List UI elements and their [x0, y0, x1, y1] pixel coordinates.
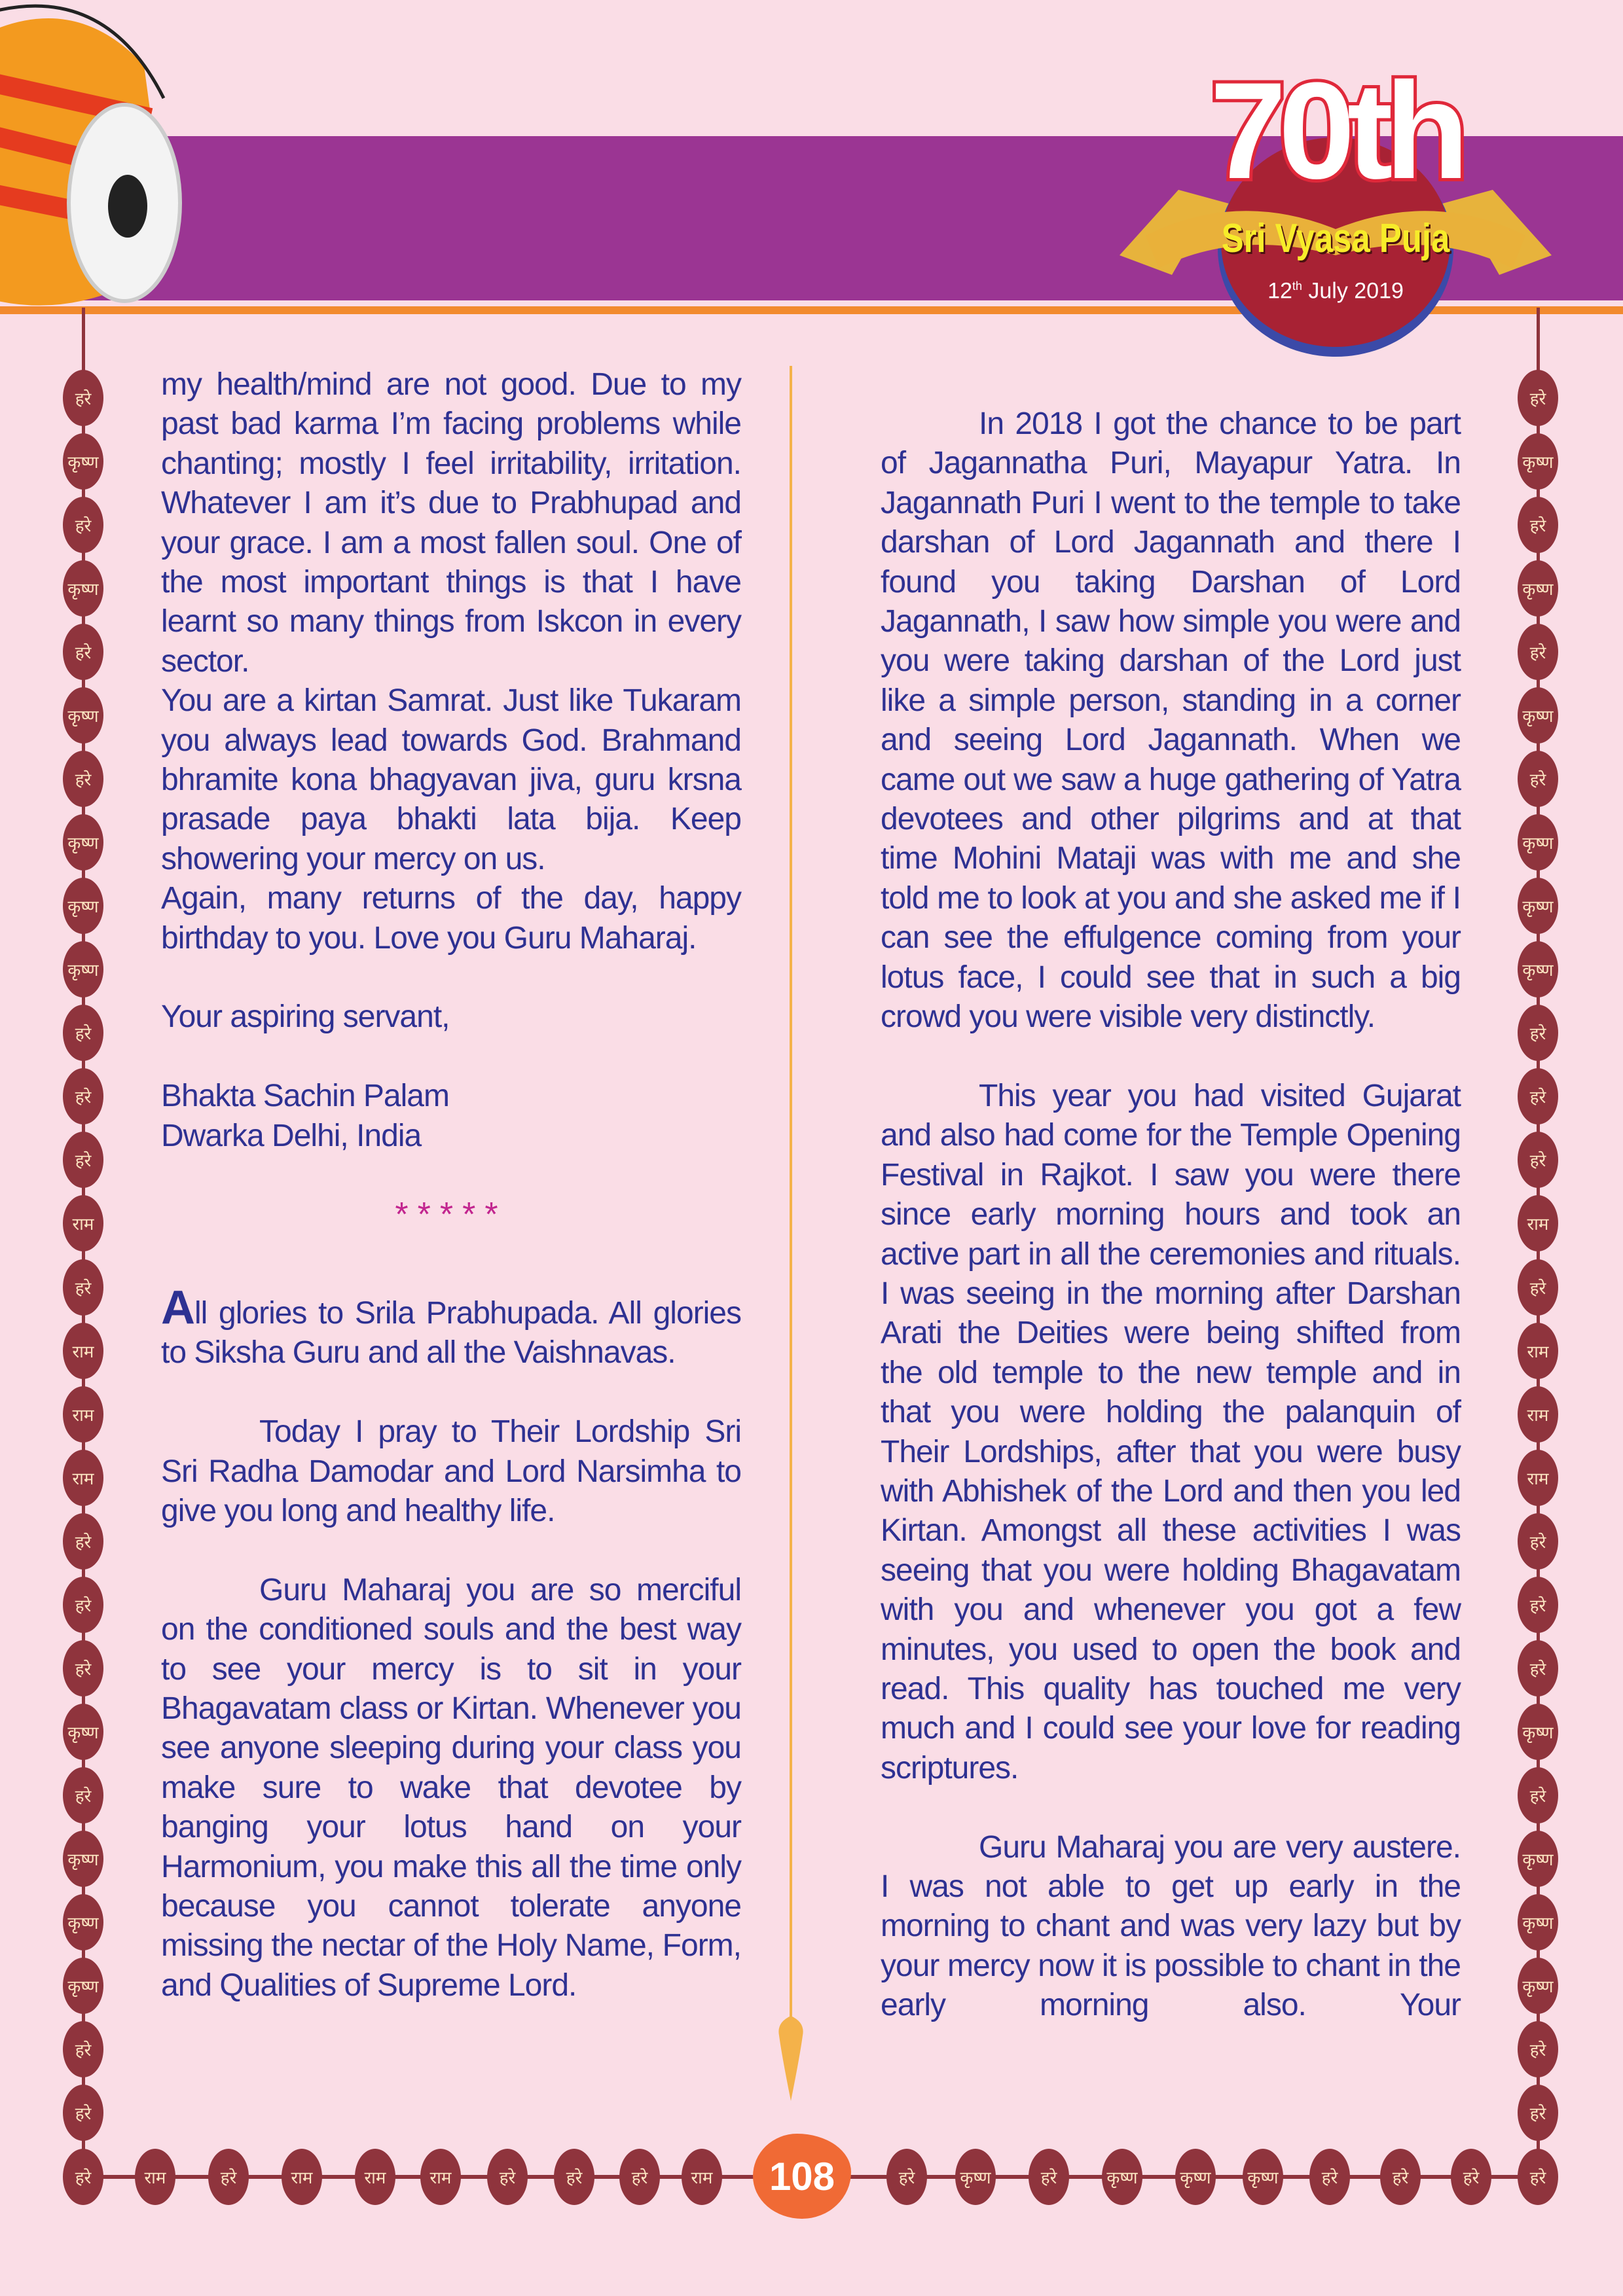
bead-bottom_right: हरे — [1451, 2149, 1491, 2205]
bead-right: हरे — [1518, 1259, 1558, 1316]
bead-right: कृष्ण — [1518, 687, 1558, 744]
left-column — [161, 365, 741, 2045]
bead-left: हरे — [63, 1005, 103, 1061]
bead-left: हरे — [63, 1640, 103, 1696]
bead-bottom_left: हरे — [554, 2149, 594, 2205]
closing: Your aspiring servant, — [161, 999, 450, 1035]
bead-right: हरे — [1518, 1513, 1558, 1570]
right-column — [881, 404, 1461, 2065]
bead-right: राम — [1518, 1195, 1558, 1251]
bead-bottom_left: हरे — [63, 2149, 103, 2205]
bead-left: हरे — [63, 1068, 103, 1124]
bead-left: हरे — [63, 1767, 103, 1823]
badge-date: 12th July 2019 — [1267, 278, 1404, 304]
bead-right: हरे — [1518, 1068, 1558, 1124]
drop-ornament-icon — [776, 2016, 805, 2101]
bead-left: हरे — [63, 1513, 103, 1570]
bead-bottom_left: हरे — [208, 2149, 249, 2205]
bead-right: हरे — [1518, 2021, 1558, 2077]
bead-right: हरे — [1518, 1767, 1558, 1823]
bead-left: हरे — [63, 370, 103, 426]
bead-left: कृष्ण — [63, 433, 103, 490]
bead-left: कृष्ण — [63, 1958, 103, 2014]
bead-bottom_right: हरे — [886, 2149, 927, 2205]
vyasa-puja-badge — [1106, 54, 1565, 360]
bead-right: राम — [1518, 1450, 1558, 1506]
bead-bottom_right: हरे — [1380, 2149, 1421, 2205]
bead-left: राम — [63, 1323, 103, 1379]
bead-left: कृष्ण — [63, 1894, 103, 1950]
bead-left: राम — [63, 1195, 103, 1251]
bead-right: हरे — [1518, 1640, 1558, 1696]
bead-left: हरे — [63, 1259, 103, 1316]
bead-right: हरे — [1518, 370, 1558, 426]
anniversary-number: 70th — [1210, 54, 1461, 207]
bead-bottom_right: कृष्ण — [1102, 2149, 1142, 2205]
paragraph: In 2018 I got the chance to be part of Jagannatha Puri, Mayapur Yatra. In Jagannath Puri I went to the temple to take darshan of Lord Jagannath and there I found you taking Darshan of Lord Jagannath, I saw how simple you were and you were taking darshan of the Lord just like a simple person, standing in a corner and seeing Lord Jagannath. When we came out we saw a huge gathering of Yatra devotees and other pilgrims and at that time Mohini Mataji was with me and she told me to look at you and she asked me if I can see the effulgence coming from your lotus face, I could see that in such a big crowd you were visible very distinctly. — [881, 406, 1461, 1035]
bead-left: हरे — [63, 2085, 103, 2141]
bead-left: कृष्ण — [63, 560, 103, 617]
bead-bottom_right: हरे — [1309, 2149, 1350, 2205]
paragraph: Guru Maharaj you are very austere. I was not able to get up early in the morning to chant and was very lazy but by your mercy now it is possible to chant in the early morning also. Your — [881, 1829, 1461, 2023]
bead-bottom_left: राम — [420, 2149, 461, 2205]
paragraph: Again, many returns of the day, happy birthday to you. Love you Guru Maharaj. — [161, 881, 741, 956]
bead-right: कृष्ण — [1518, 878, 1558, 934]
bead-right: कृष्ण — [1518, 1958, 1558, 2014]
bead-bottom_right: हरे — [1518, 2149, 1558, 2205]
bead-right: हरे — [1518, 2085, 1558, 2141]
bead-bottom_left: राम — [682, 2149, 722, 2205]
bead-right: हरे — [1518, 497, 1558, 553]
page-number: 108 — [753, 2134, 851, 2219]
bead-right: कृष्ण — [1518, 814, 1558, 870]
bead-right: कृष्ण — [1518, 1704, 1558, 1760]
bead-left: कृष्ण — [63, 687, 103, 744]
bead-left: राम — [63, 1386, 103, 1443]
paragraph: my health/mind are not good. Due to my past bad karma I’m facing problems while chanting; mostly I feel irritability, irritation. Whatever I am it’s due to Prabhupad and your grace. I am a most fallen soul. One of the most important things is that I have learnt so many things from Iskcon in every sector. — [161, 367, 741, 679]
bead-left: हरे — [63, 497, 103, 553]
bead-right: हरे — [1518, 1132, 1558, 1188]
bead-right: कृष्ण — [1518, 560, 1558, 617]
signature-name: Bhakta Sachin Palam — [161, 1079, 449, 1114]
bead-left: कृष्ण — [63, 941, 103, 997]
bead-left: कृष्ण — [63, 814, 103, 870]
bead-right: कृष्ण — [1518, 1831, 1558, 1887]
bead-left: कृष्ण — [63, 878, 103, 934]
bead-right: राम — [1518, 1386, 1558, 1443]
bead-left: कृष्ण — [63, 1831, 103, 1887]
drum-icon — [0, 0, 223, 327]
bead-left: हरे — [63, 751, 103, 807]
column-divider — [790, 366, 792, 2022]
bead-right: हरे — [1518, 1005, 1558, 1061]
signature-place: Dwarka Delhi, India — [161, 1118, 422, 1153]
paragraph: Today I pray to Their Lordship Sri Sri Radha Damodar and Lord Narsimha to give you long and healthy life. — [161, 1414, 741, 1528]
bead-right: राम — [1518, 1323, 1558, 1379]
bead-bottom_right: कृष्ण — [1175, 2149, 1216, 2205]
bead-bottom_left: हरे — [487, 2149, 528, 2205]
bead-left: कृष्ण — [63, 1704, 103, 1760]
paragraph: You are a kirtan Samrat. Just like Tukaram you always lead towards God. Brahmand bhramite kona bhagyavan jiva, guru krsna prasade paya bhakti lata bija. Keep showering your mercy on us. — [161, 683, 741, 876]
bead-right: हरे — [1518, 1577, 1558, 1633]
bead-bottom_right: कृष्ण — [1243, 2149, 1283, 2205]
bead-bottom_left: राम — [135, 2149, 175, 2205]
bead-left: हरे — [63, 624, 103, 680]
bead-right: हरे — [1518, 751, 1558, 807]
bead-bottom_left: राम — [355, 2149, 395, 2205]
badge-title: Sri Vyasa Puja — [1221, 216, 1450, 261]
bead-right: कृष्ण — [1518, 1894, 1558, 1950]
bead-left: हरे — [63, 1577, 103, 1633]
bead-bottom_left: राम — [282, 2149, 322, 2205]
drop-cap: A — [161, 1281, 194, 1334]
bead-bottom_right: हरे — [1029, 2149, 1069, 2205]
separator-stars: ***** — [395, 1196, 507, 1234]
paragraph: Guru Maharaj you are so merciful on the conditioned souls and the best way to see your mercy is to sit in your Bhagavatam class or Kirtan. Whenever you see anyone sleeping during your class you make sure to wake that devotee by banging your lotus hand on your Harmonium, you make this all the time only because you cannot tolerate anyone missing the nectar of the Holy Name, Form, and Qualities of Supreme Lord. — [161, 1572, 741, 2003]
paragraph: All glories to Srila Prabhupada. All glories to Siksha Guru and all the Vaishnavas. — [161, 1281, 741, 1371]
bead-left: राम — [63, 1450, 103, 1506]
bead-left: हरे — [63, 2021, 103, 2077]
bead-bottom_right: कृष्ण — [955, 2149, 996, 2205]
bead-left: हरे — [63, 1132, 103, 1188]
bead-right: कृष्ण — [1518, 941, 1558, 997]
paragraph: This year you had visited Gujarat and also had come for the Temple Opening Festival in Rajkot. I saw you were there since early morning hours and took an active part in all the ceremonies and rituals. I was seeing in the morning after Darshan Arati the Deities were being shifted from the old temple to the new temple and in that you were holding the palanquin of Their Lordships, after that you were busy with Abhishek of the Lord and then you led Kirtan. Amongst all these activities I was seeing that you were holding Bhagavatam with you and whenever you got a few minutes, you used to open the book and read. This quality has touched me very much and I could see your love for reading scriptures. — [881, 1078, 1461, 1785]
bead-right: हरे — [1518, 624, 1558, 680]
bead-right: कृष्ण — [1518, 433, 1558, 490]
bead-bottom_left: हरे — [619, 2149, 660, 2205]
